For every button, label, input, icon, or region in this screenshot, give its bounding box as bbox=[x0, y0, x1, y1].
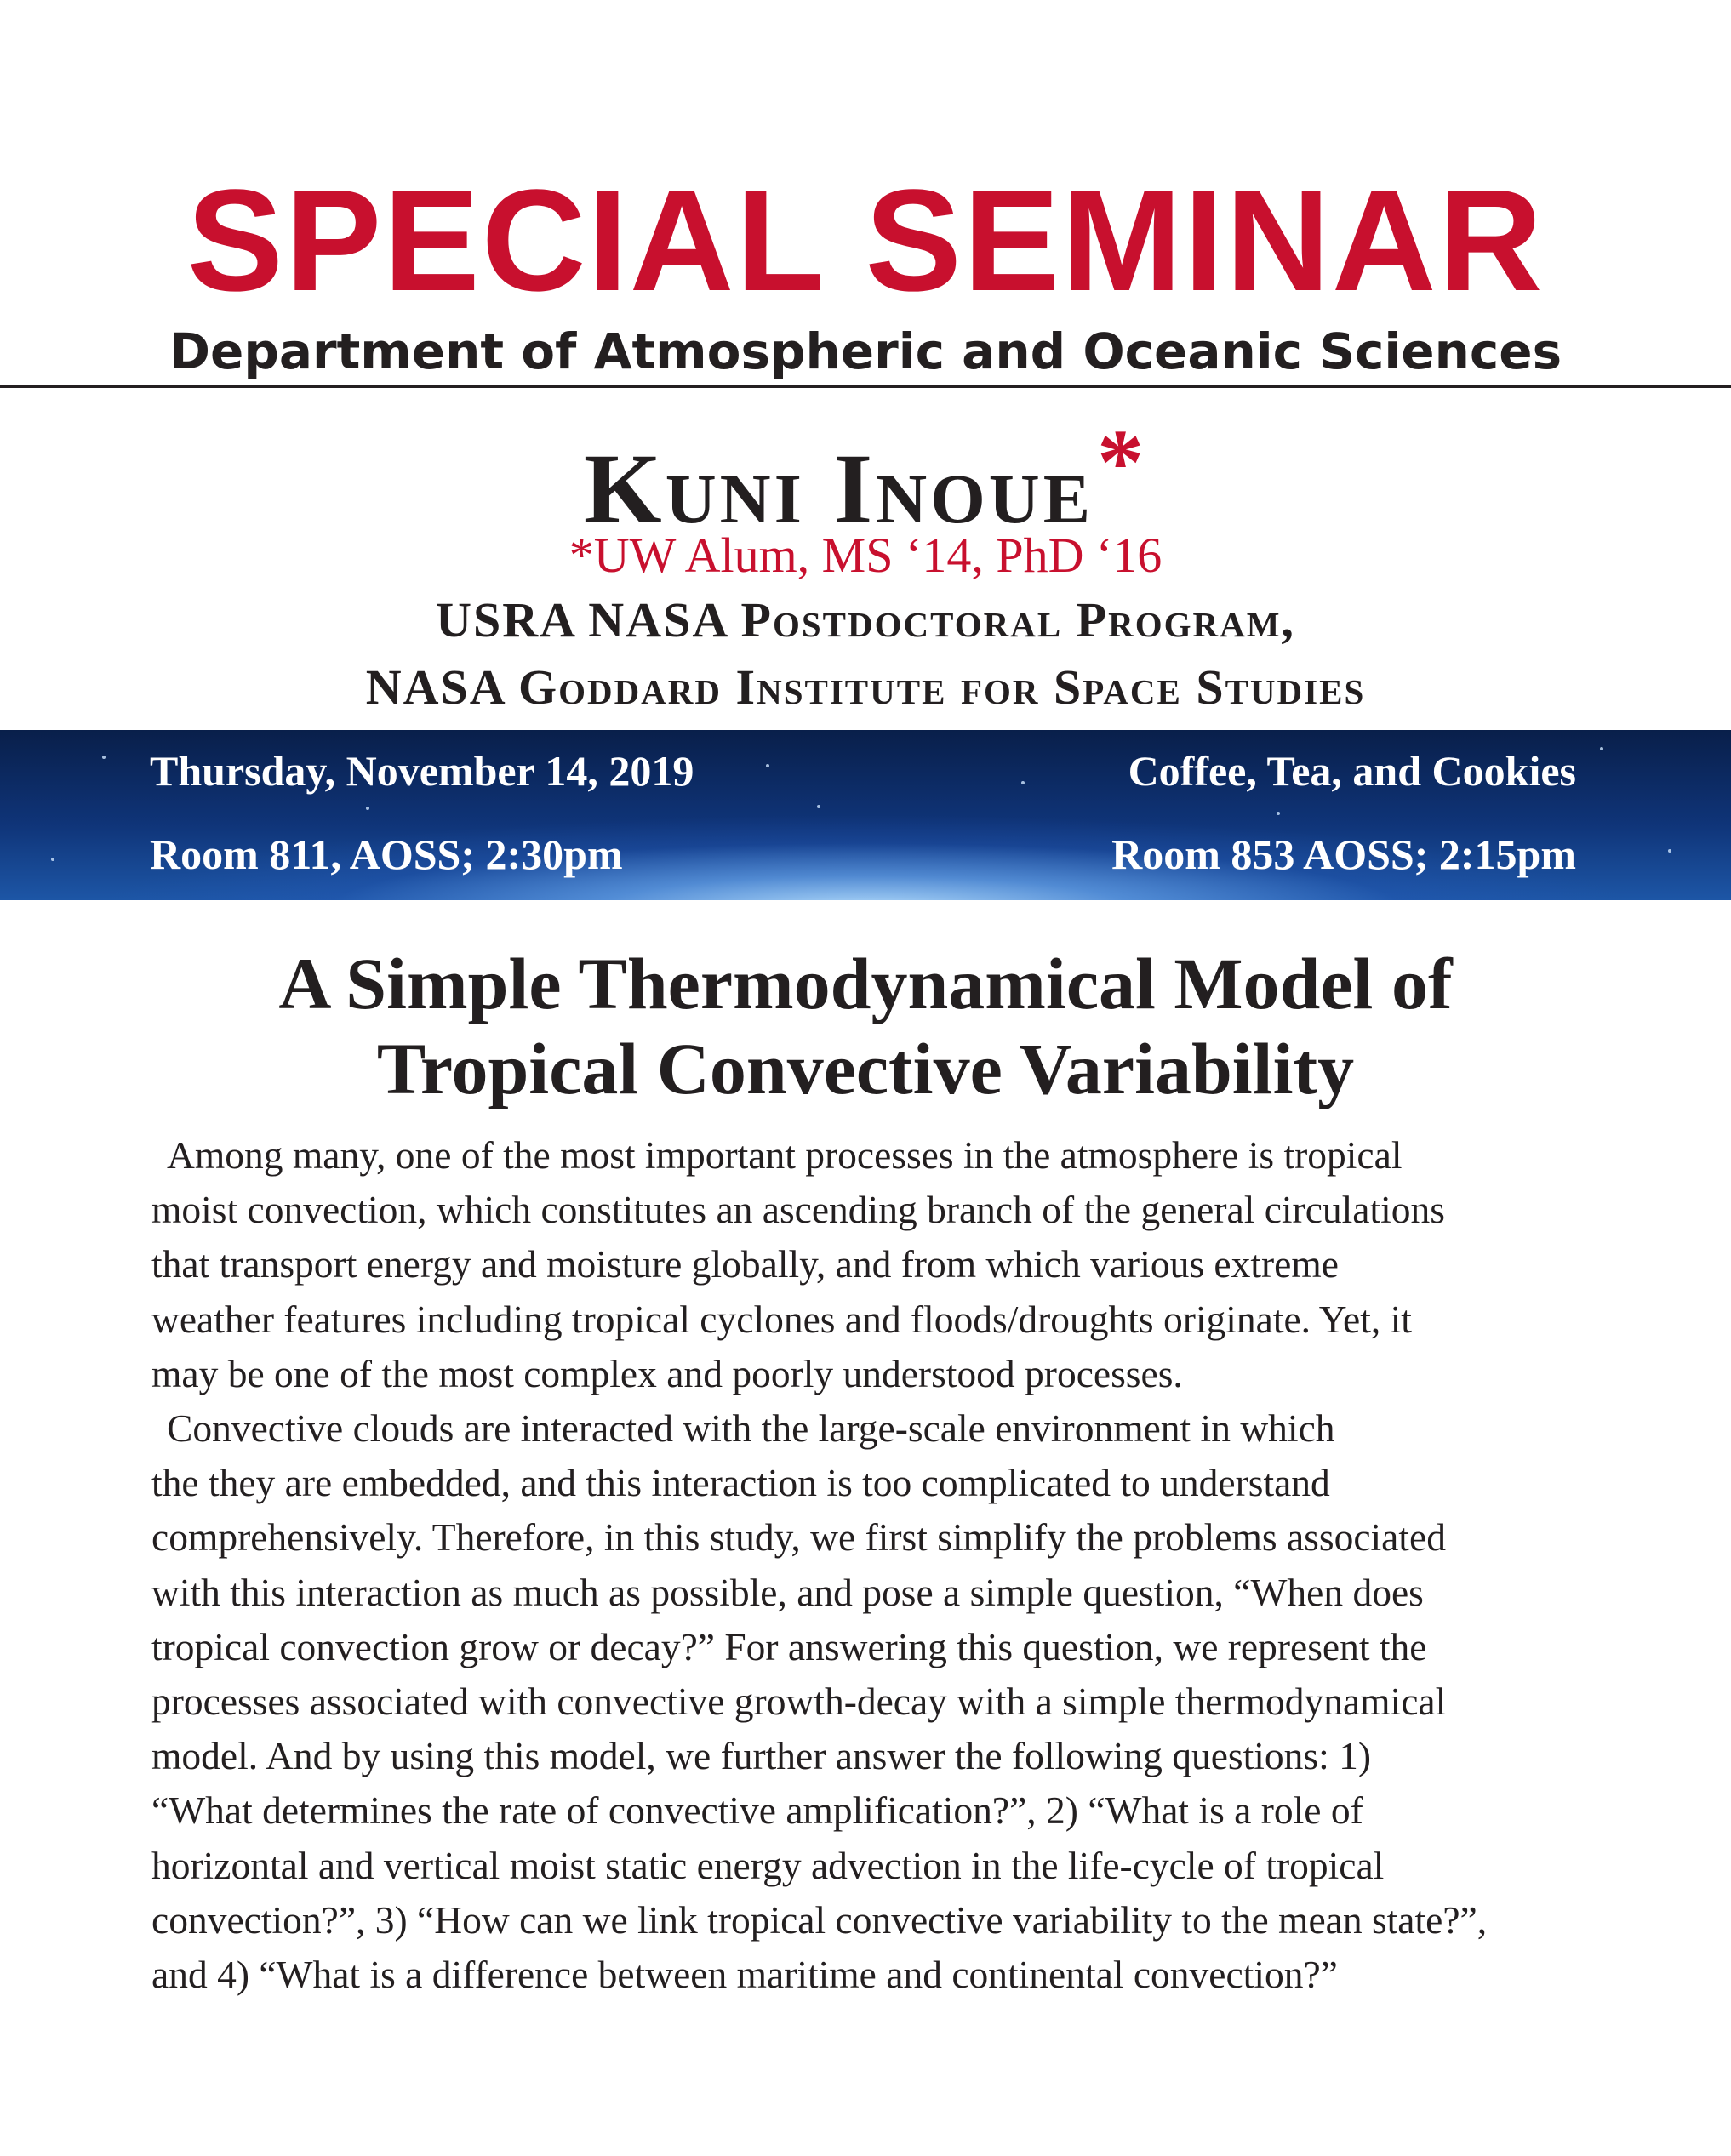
banner-star bbox=[817, 805, 820, 808]
banner-star bbox=[1600, 747, 1603, 750]
event-details-banner bbox=[0, 730, 1731, 900]
seminar-headline: SPECIAL SEMINAR bbox=[186, 160, 1545, 322]
refreshments-label: Coffee, Tea, and Cookies bbox=[1128, 747, 1576, 795]
talk-title-line-1: A Simple Thermodynamical Model of bbox=[278, 943, 1453, 1024]
banner-star bbox=[102, 756, 106, 759]
refreshments-location-time: Room 853 AOSS; 2:15pm bbox=[1111, 830, 1576, 878]
abstract-line: moist convection, which constitutes an ascending branch of the general circulations bbox=[151, 1188, 1445, 1232]
event-date: Thursday, November 14, 2019 bbox=[150, 747, 694, 795]
banner-star bbox=[51, 858, 54, 861]
abstract-line: and 4) “What is a difference between maritime and continental convection?” bbox=[151, 1953, 1338, 1997]
abstract-line: Among many, one of the most important processes in the atmosphere is tropical bbox=[167, 1133, 1403, 1177]
talk-title bbox=[0, 941, 1731, 1111]
speaker-heading bbox=[0, 407, 1731, 545]
banner-star bbox=[1021, 781, 1025, 784]
banner-star bbox=[766, 764, 769, 767]
department-name: Department of Atmospheric and Oceanic Sciences bbox=[169, 322, 1562, 380]
abstract-line: “What determines the rate of convective amplification?”, 2) “What is a role of bbox=[151, 1788, 1363, 1833]
abstract-line: may be one of the most complex and poorly understood processes. bbox=[151, 1351, 1183, 1395]
affiliation-line-2: NASA Goddard Institute for Space Studies bbox=[365, 659, 1366, 715]
abstract bbox=[151, 1128, 1598, 2002]
abstract-line: that transport energy and moisture globally, and from which various extreme bbox=[151, 1242, 1339, 1286]
event-location-time: Room 811, AOSS; 2:30pm bbox=[150, 830, 623, 878]
abstract-line: weather features including tropical cyclones and floods/droughts originate. Yet, it bbox=[151, 1297, 1412, 1341]
abstract-line: convection?”, 3) “How can we link tropical convective variability to the mean state?”, bbox=[151, 1897, 1488, 1942]
divider-rule bbox=[0, 385, 1731, 388]
banner-star bbox=[1668, 849, 1671, 853]
banner-star bbox=[366, 807, 369, 810]
abstract-line: with this interaction as much as possible, and pose a simple question, “When does bbox=[151, 1570, 1424, 1614]
alum-note: *UW Alum, MS ‘14, PhD ‘16 bbox=[568, 528, 1163, 583]
abstract-line: comprehensively. Therefore, in this study, we first simplify the problems associated bbox=[151, 1515, 1446, 1560]
banner-star bbox=[1277, 812, 1280, 815]
talk-title-line-2: Tropical Convective Variability bbox=[376, 1028, 1355, 1109]
speaker-asterisk: * bbox=[1097, 410, 1148, 514]
abstract-line: Convective clouds are interacted with the large-scale environment in which bbox=[167, 1406, 1335, 1451]
abstract-line: tropical convection grow or decay?” For answering this question, we represent the bbox=[151, 1624, 1427, 1668]
abstract-line: the they are embedded, and this interaction is too complicated to understand bbox=[151, 1461, 1330, 1505]
abstract-line: model. And by using this model, we further answer the following questions: 1) bbox=[151, 1734, 1372, 1778]
abstract-line: horizontal and vertical moist static energy advection in the life-cycle of tropical bbox=[151, 1843, 1385, 1887]
abstract-line: processes associated with convective growth-decay with a simple thermodynamical bbox=[151, 1680, 1447, 1724]
speaker-name: Kuni Inoue bbox=[583, 433, 1094, 545]
affiliation-line-1: USRA NASA Postdoctoral Program, bbox=[436, 592, 1295, 647]
